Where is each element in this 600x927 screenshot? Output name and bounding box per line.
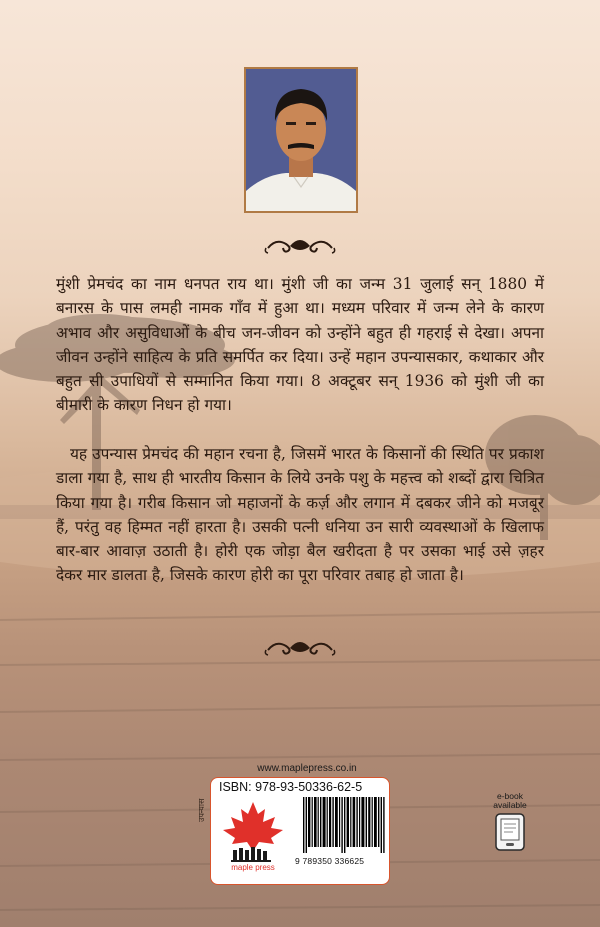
ebook-label-line2: available <box>493 800 527 810</box>
maple-press-logo <box>221 800 285 872</box>
ornament-flourish-icon <box>262 236 338 256</box>
maple-leaf-icon <box>223 802 283 852</box>
ebook-available-label <box>490 792 530 810</box>
book-category-label: उपन्यास <box>197 798 206 822</box>
ereader-icon <box>495 813 525 851</box>
books-icon <box>231 847 271 862</box>
author-portrait <box>244 67 358 213</box>
ornament-flourish-icon <box>262 638 338 658</box>
author-bio-paragraph: मुंशी प्रेमचंद का नाम धनपत राय था। मुंशी जी का जन्म 31 जुलाई सन् 1880 में बनारस के पास लमही नामक गाँव में हुआ था। मध्यम परिवार में जन्म लेने के कारण अभाव और असुविधाओं के बीच जन-जीवन को उन्होंने बहुत ही गहराई से देखा। अपना जीवन उन्होंने साहित्य के प्रति समर्पित कर दिया। उन्हें महान उपन्यासकार, कथाकार और बहुत सी उपाधियों से सम्मानित किया गया। 8 अक्टूबर सन् 1936 को मुंशी जी का बीमारी के कारण निधन हो गया। <box>56 275 544 415</box>
isbn-label: ISBN: 978-93-50336-62-5 <box>219 780 363 794</box>
barcode-digits: 9 789350 336625 <box>295 856 365 866</box>
book-synopsis-paragraph: यह उपन्यास प्रेमचंद की महान रचना है, जिसमें भारत के किसानों की स्थिति पर प्रकाश डाला गया है, साथ ही भारतीय किसान के लिये उनके पशु के महत्त्व को शब्दों द्वारा चित्रित किया गया है। गरीब किसान जो महाजनों के कर्ज़ और लगान में दबकर जीने को मजबूर हैं, परंतु वह हिम्मत नहीं हारता है। उसकी पत्नी धनिया उन सारी व्यवस्थाओं के खिलाफ बार-बार आवाज़ उठाती है। होरी एक जोड़ा बैल खरीदता है पर उसका भाई उसे ज़हर देकर मार डालता है, जिसके कारण होरी का पूरा परिवार तबाह हो जाता है। <box>56 445 544 585</box>
isbn-barcode-panel <box>210 777 390 885</box>
publisher-website[interactable]: www.maplepress.co.in <box>257 763 357 774</box>
logo-wordmark: maple press <box>231 863 275 872</box>
ebook-label-line1: e-book <box>497 791 523 801</box>
barcode <box>303 797 387 853</box>
